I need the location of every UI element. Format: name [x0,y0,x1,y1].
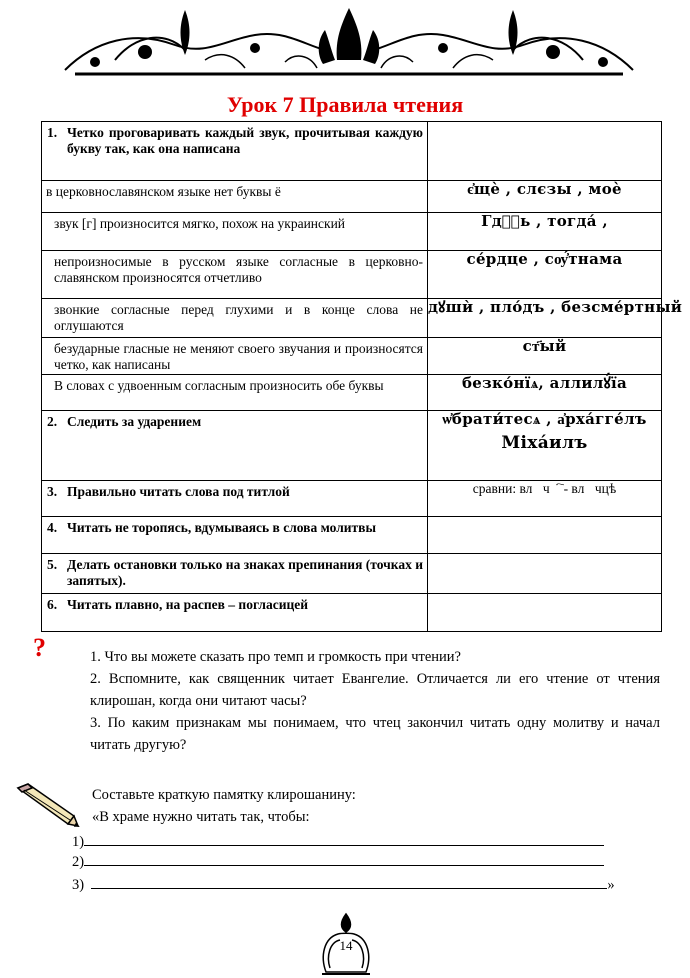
rule-text: безударные гласные не меняют своего звучания и произносятся четко, как написаны [54,341,423,372]
rule-example: безко́нїѧ, аллилꙋ́їа [461,374,627,392]
rule-text: звонкие согласные перед глухими и в конце слова не оглушаются [54,302,423,333]
rule-text: Правильно читать слова под титлой [67,484,290,499]
table-row [42,554,662,594]
answer-line-1[interactable]: 1) [72,833,604,851]
answer-line-2[interactable]: 2) [72,853,604,871]
rule-text: Читать не торопясь, вдумываясь в слова молитвы [67,520,377,535]
rule-text: Делать остановки только на знаках препинания (точках и запятых). [67,557,423,588]
rule-example: є҆щѐ , слєзы , моѐ [467,180,622,198]
question-item: 3. По каким признакам мы понимаем, что чтец закончил читать одну молитву и начал читать другую? [90,715,660,753]
question-mark-icon: ? [33,633,46,662]
rule-number: 3. [47,484,58,499]
answer-line-3[interactable]: 3) » [72,877,615,893]
table-row [42,299,662,338]
rule-example: дꙋшѝ , пло́дъ , безсме́ртный [428,298,683,316]
pencil-icon [14,782,80,828]
table-row [42,375,662,411]
table-row [42,181,662,213]
rule-example: се́рдце , сѹ҆́тнама [466,250,623,268]
questions-block [90,646,660,756]
rule-example: Гдⷭ҇ь , тогда́ , [481,212,608,230]
rule-number: 1. [47,125,58,140]
task-block [92,784,356,828]
task-lead: «В храме нужно читать так, чтобы: [92,809,310,825]
rule-example-2: Міха́илъ [501,433,588,453]
table-row [42,481,662,517]
page-number: 14 [339,938,353,953]
table-row [42,411,662,481]
table-row [42,517,662,554]
rule-number: 4. [47,520,58,535]
rule-number: 6. [47,597,58,612]
rule-example: ѡ҆брати́тесѧ , а҆рха́гге́лъ [442,410,647,428]
question-item: 1. Что вы можете сказать про темп и громкость при чтении? [90,649,461,665]
rule-number: 2. [47,414,58,429]
rule-text: Следить за ударением [67,414,202,429]
table-row [42,594,662,632]
table-row [42,251,662,299]
rule-text: звук [г] произносится мягко, похож на украинский [54,216,346,231]
task-instruction: Составьте краткую памятку клирошанину: [92,787,356,803]
rule-example: сравни: влⷣчⷭ҇ - влⷣчцѣ [472,481,617,496]
page-title: Урок 7 Правила чтения [226,92,464,117]
rule-text: в церковнославянском языке нет буквы ё [46,184,281,199]
rule-example: ст҃ый [522,337,567,355]
rule-text: непроизносимые в русском языке согласные в церковно-славянском произносятся отчетливо [54,254,423,285]
table-row [42,122,662,181]
rule-text: Читать плавно, на распев – погласицей [67,597,309,612]
table-row [42,213,662,251]
rules-table [41,121,683,632]
ornament-header [55,0,643,78]
rule-text: В словах с удвоенным согласным произносить обе буквы [54,378,384,393]
table-row [42,338,662,375]
question-item: 2. Вспомните, как священник читает Евангелие. Отличается ли его чтение от чтения клирошан, когда они читают часы? [90,671,660,709]
rule-text: Четко проговаривать каждый звук, прочитывая каждую букву так, как она написана [67,125,423,156]
rule-number: 5. [47,557,58,572]
